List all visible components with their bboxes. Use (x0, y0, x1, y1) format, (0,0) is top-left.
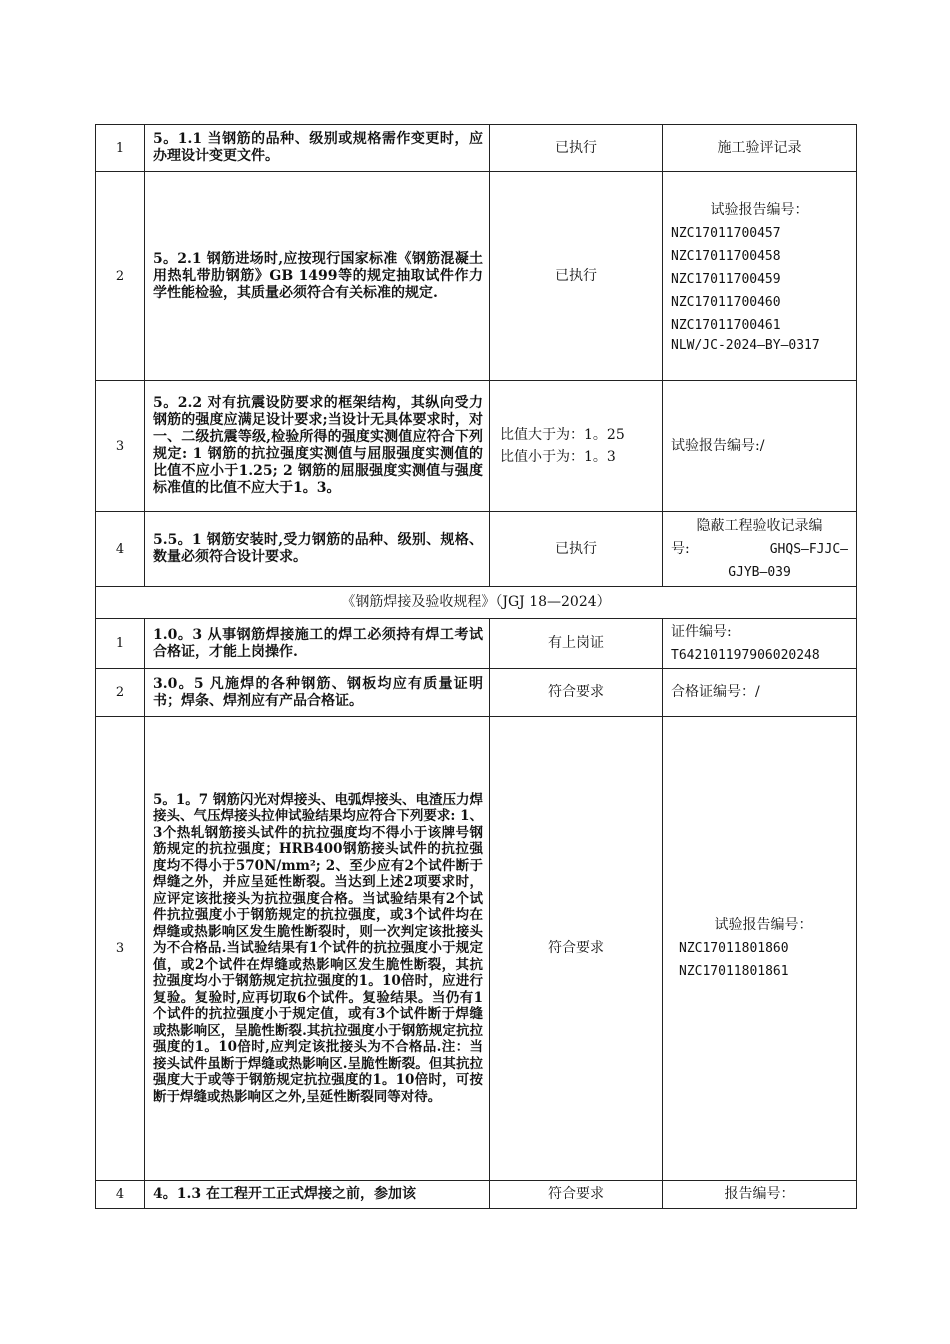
report-number: NLW/JC-2024—BY—0317 (671, 337, 820, 353)
table-row (96, 512, 857, 587)
ratio-lower: 比值小于为：1。3 (500, 449, 616, 465)
evidence-line: 隐蔽工程验收记录编 (696, 517, 823, 534)
report-number: NZC17011801860 (679, 941, 789, 956)
report-number: NZC17011700458 (671, 248, 781, 264)
result-text: 符合要求 (490, 1181, 663, 1209)
evidence-label: 号: (671, 540, 690, 557)
requirement-text: 5。1.1 当钢筋的品种、级别或规格需作变更时，应办理设计变更文件。 (145, 125, 490, 172)
row-number: 1 (96, 619, 145, 669)
evidence-text (663, 125, 857, 172)
report-number: NZC17011700460 (671, 294, 781, 310)
evidence-line (671, 538, 848, 561)
row-number: 2 (96, 669, 145, 717)
evidence-title: 试验报告编号： (714, 917, 813, 933)
evidence-list (663, 717, 857, 1181)
row-number: 3 (96, 381, 145, 512)
result-text: 符合要求 (490, 669, 663, 717)
row-number: 1 (96, 125, 145, 172)
requirement-text: 5。1。7 钢筋闪光对焊接头、电弧焊接头、电渣压力焊接头、气压焊接头拉伸试验结果均应符合下列要求: 1、3个热轧钢筋接头试件的抗拉强度均不得小于该牌号钢筋规定的抗拉强度；HRB400钢筋接头试件的抗拉强度均不得小于570N/mm²; 2、至少应有2个试件断于焊缝之外，并应呈延性断裂。当达到上述2项要求时，应评定该批接头为抗拉强度合格。当试验结果有2个试件抗拉强度小于钢筋规定的抗拉强度，或3个试件均在焊缝或热影响区发生脆性断裂时，则一次判定该批接头为不合格品.当试验结果有1个试件的抗拉强度小于规定值，或2个试件在焊缝或热影响区发生脆性断裂，其抗拉强度均小于钢筋规定抗拉强度的1。10倍时，应进行复验。复验时,应再切取6个试件。复验结果。当仍有1个试件的抗拉强度小于规定值，或有3个试件断于焊缝或热影响区，呈脆性断裂.其抗拉强度小于钢筋规定抗拉强度的1。10倍时,应判定该批接头为不合格品.注：当接头试件虽断于焊缝或热影响区.呈脆性断裂。但其抗拉强度大于或等于钢筋规定抗拉强度的1。10倍时，可按断于焊缝或热影响区之外,呈延性断裂同等对待。 (145, 717, 490, 1181)
evidence-code: GJYB—039 (728, 564, 791, 580)
section-row (96, 587, 857, 619)
table-row (96, 717, 857, 1181)
requirement-text: 1.0。3 从事钢筋焊接施工的焊工必须持有焊工考试合格证，才能上岗操作. (145, 619, 490, 669)
evidence-text: 合格证编号：/ (663, 669, 857, 717)
result-text: 已执行 (490, 512, 663, 587)
requirement-text: 4。1.3 在工程开工正式焊接之前，参加该 (145, 1181, 490, 1209)
row-number: 2 (96, 172, 145, 381)
result-text: 已执行 (490, 125, 663, 172)
table-row (96, 381, 857, 512)
requirement-text: 5。2.1 钢筋进场时,应按现行国家标准《钢筋混凝土用热轧带肋钢筋》GB 1499等的规定抽取试件作力学性能检验，其质量必须符合有关标准的规定. (145, 172, 490, 381)
evidence-text (663, 619, 857, 669)
result-text: 符合要求 (490, 717, 663, 1181)
result-text: 有上岗证 (490, 619, 663, 669)
requirement-text: 3.0。5 凡施焊的各种钢筋、钢板均应有质量证明书；焊条、焊剂应有产品合格证。 (145, 669, 490, 717)
certificate-number: T642101197906020248 (671, 647, 820, 663)
row-number: 4 (96, 512, 145, 587)
table-row (96, 172, 857, 381)
requirement-text: 5。2.2 对有抗震设防要求的框架结构，其纵向受力钢筋的强度应满足设计要求;当设计无具体要求时，对一、二级抗震等级,检验所得的强度实测值应符合下列规定: 1 钢筋的抗拉强度实测值与屈服强度实测值的比值不应小于1.25; 2 钢筋的屈服强度实测值与强度标准值的比值不应大于1。3。 (145, 381, 490, 512)
report-number: NZC17011801861 (679, 964, 789, 979)
inspection-table (95, 124, 857, 1209)
report-number: NZC17011700457 (671, 225, 781, 241)
result-text: 已执行 (490, 172, 663, 381)
section-title: 《钢筋焊接及验收规程》（JGJ 18—2024） (96, 587, 857, 619)
evidence-value: 施工验评记录 (717, 139, 802, 156)
result-text (490, 381, 663, 512)
evidence-code: GHQS—FJJC— (769, 541, 848, 557)
evidence-text: 报告编号： (663, 1181, 857, 1209)
row-number: 3 (96, 717, 145, 1181)
ratio-upper: 比值大于为：1。25 (500, 427, 625, 443)
table-row (96, 669, 857, 717)
evidence-list (663, 172, 857, 381)
evidence-title: 试验报告编号： (710, 201, 809, 218)
table-row (96, 619, 857, 669)
row-number: 4 (96, 1181, 145, 1209)
report-number: NZC17011700461 (671, 317, 781, 333)
evidence-text: 试验报告编号:/ (663, 381, 857, 512)
table-row (96, 125, 857, 172)
requirement-text: 5.5。1 钢筋安装时,受力钢筋的品种、级别、规格、数量必须符合设计要求。 (145, 512, 490, 587)
table-row (96, 1181, 857, 1209)
evidence-text (663, 512, 857, 587)
report-number: NZC17011700459 (671, 271, 781, 287)
evidence-label: 证件编号: (671, 623, 732, 640)
